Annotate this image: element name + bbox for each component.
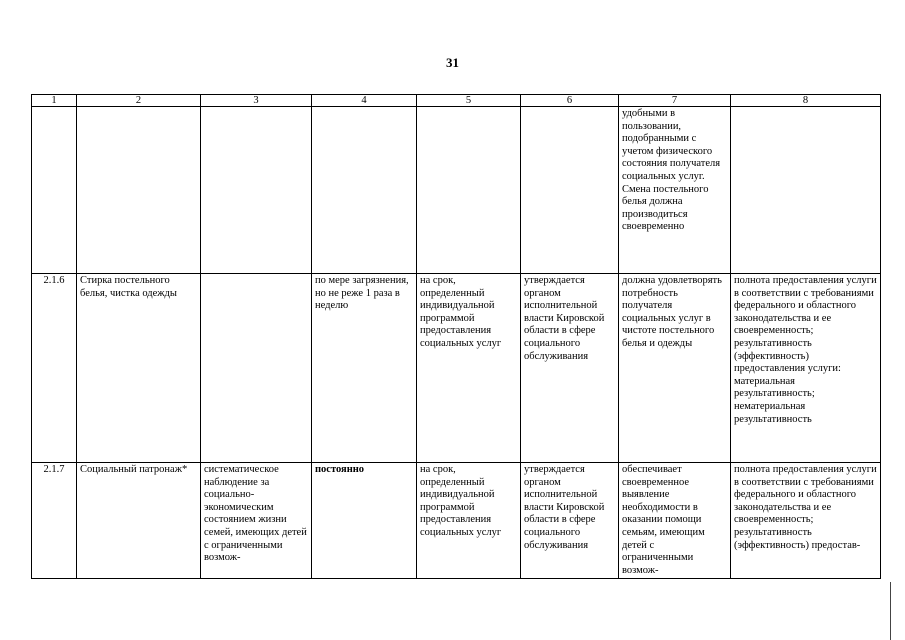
table-cell	[312, 107, 417, 274]
column-header: 7	[619, 95, 731, 107]
table-cell: полнота предоставления услуги в соответствии с требованиями федерального и областного законодательства и ее своевременность; результативность (эффективность) предоставления услуги: материальная результативность; нематериальная результативность	[731, 274, 881, 463]
table-cell	[77, 107, 201, 274]
scan-edge-line	[890, 582, 891, 640]
table-cell	[32, 107, 77, 274]
table-cell: на срок, определенный индивидуальной программой предоставления социальных услуг	[417, 274, 521, 463]
table-cell	[201, 274, 312, 463]
column-header: 4	[312, 95, 417, 107]
table-cell: Социальный патронаж*	[77, 463, 201, 579]
table-row	[32, 463, 881, 579]
table-row	[32, 107, 881, 274]
table-cell	[521, 107, 619, 274]
table-cell: систематическое наблюдение за социально-экономическим состоянием жизни семей, имеющих детей с ограниченными возмож-	[201, 463, 312, 579]
table-cell: постоянно	[312, 463, 417, 579]
table-cell: полнота предоставления услуги в соответствии с требованиями федерального и областного законодательства и ее своевременность; результативность (эффективность) предостав-	[731, 463, 881, 579]
table-cell: должна удовлетворять потребность получателя социальных услуг в чистоте постельного белья и одежды	[619, 274, 731, 463]
column-header: 2	[77, 95, 201, 107]
table-cell	[731, 107, 881, 274]
table-header-row	[32, 95, 881, 107]
table-cell: утверждается органом исполнительной власти Кировской области в сфере социального обслуживания	[521, 463, 619, 579]
table-cell	[417, 107, 521, 274]
table-row	[32, 274, 881, 463]
column-header: 5	[417, 95, 521, 107]
column-header: 3	[201, 95, 312, 107]
table-cell	[201, 107, 312, 274]
column-header: 1	[32, 95, 77, 107]
table-cell: обеспечивает своевременное выявление необходимости в оказании помощи семьям, имеющим детей с ограниченными возмож-	[619, 463, 731, 579]
column-header: 8	[731, 95, 881, 107]
table-cell: 2.1.6	[32, 274, 77, 463]
table-cell: на срок, определенный индивидуальной программой предоставления социальных услуг	[417, 463, 521, 579]
services-table	[31, 94, 881, 579]
table-cell: утверждается органом исполнительной власти Кировской области в сфере социального обслуживания	[521, 274, 619, 463]
table-cell: по мере загрязнения, но не реже 1 раза в неделю	[312, 274, 417, 463]
table-cell: удобными в пользовании, подобранными с учетом физического состояния получателя социальных услуг. Смена постельного белья должна производиться своевременно	[619, 107, 731, 274]
page-number: 31	[446, 55, 459, 70]
table-cell: 2.1.7	[32, 463, 77, 579]
table-cell: Стирка постельного белья, чистка одежды	[77, 274, 201, 463]
column-header: 6	[521, 95, 619, 107]
